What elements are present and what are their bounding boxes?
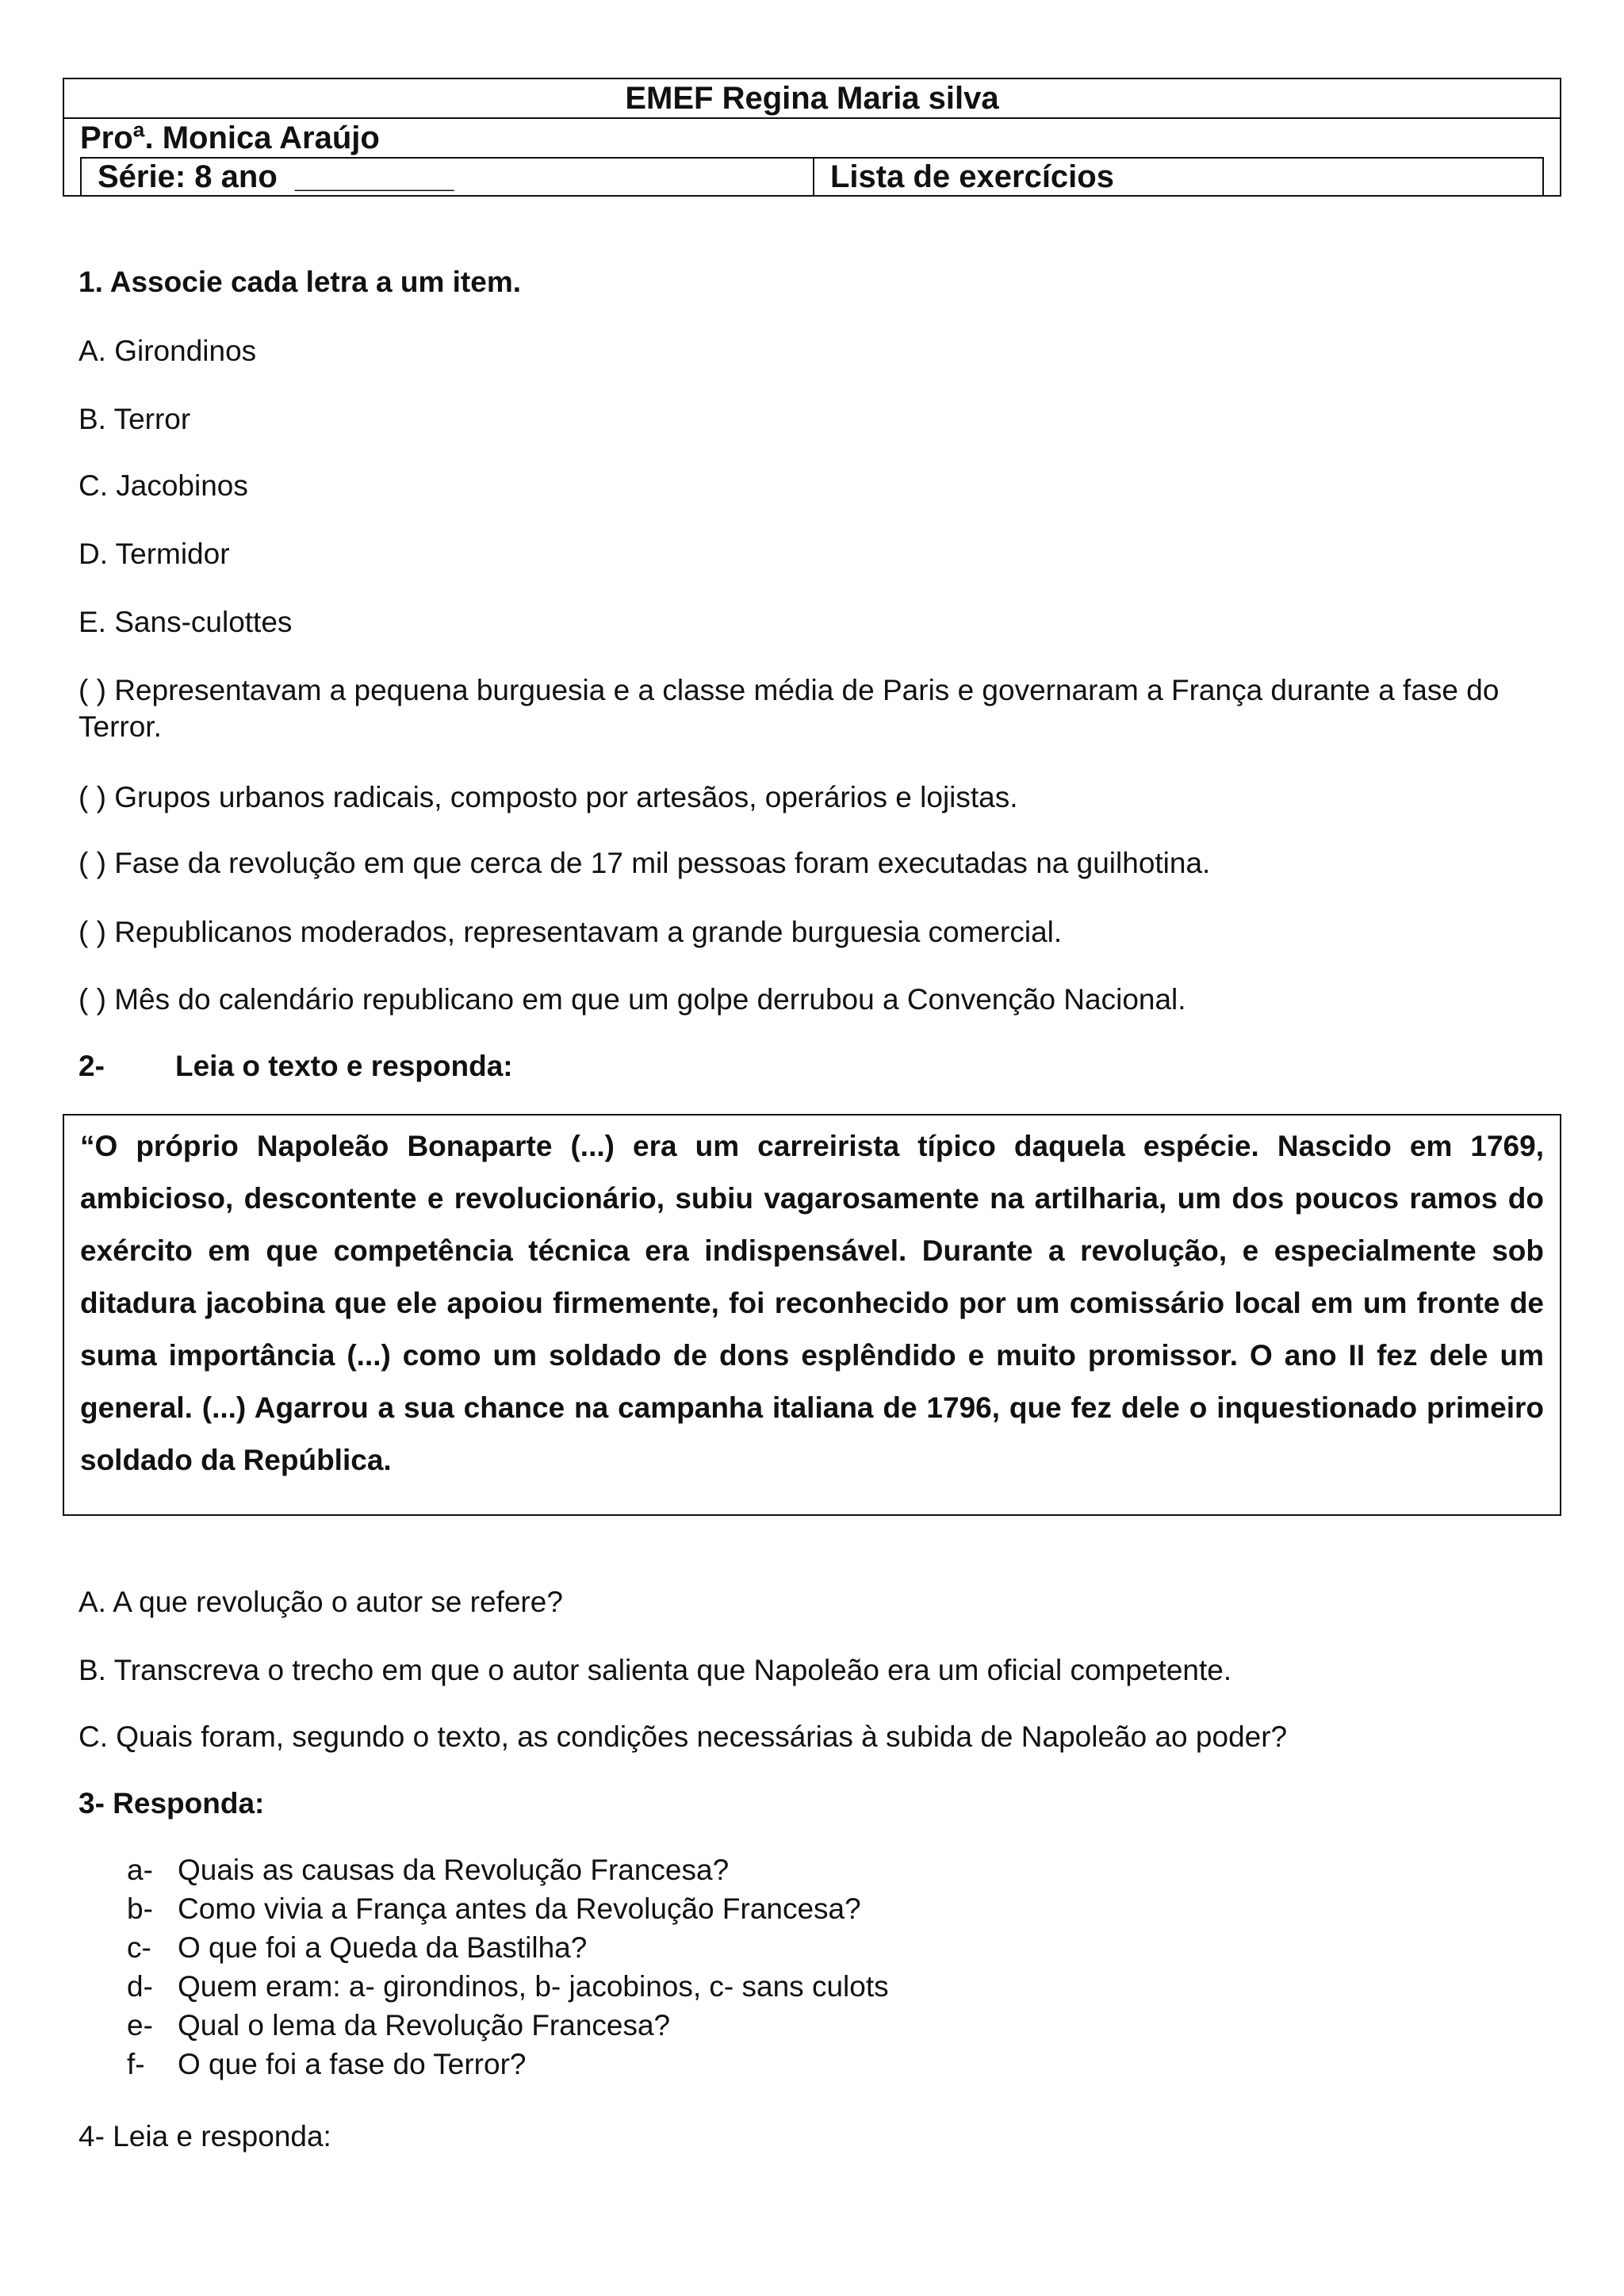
school-name: EMEF Regina Maria silva: [64, 79, 1560, 119]
quote-box: “O próprio Napoleão Bonaparte (...) era um carreirista típico daquela espécie. Nascido em 1769, ambicioso, descontente e revolucionário, subiu vagarosamente na artilharia, um dos poucos ramos do exército em que competência técnica era indispensável. Durante a revolução, e especialmente sob ditadura jacobina que ele apoiou firmemente, foi reconhecido por um comissário local em um fronte de suma importância (...) como um soldado de dons esplêndido e muito promissor. O ano II fez dele um general. (...) Agarrou a sua chance na campanha italiana de 1796, que fez dele o inquestionado primeiro soldado da República.: [63, 1114, 1561, 1516]
list-marker: a-: [127, 1854, 153, 1886]
q1-option-e: E. Sans-culottes: [79, 606, 293, 638]
list-marker: e-: [127, 2009, 153, 2042]
list-marker: b-: [127, 1892, 153, 1925]
q1-item-1: ( ) Representavam a pequena burguesia e a classe média de Paris e governaram a França durante a fase do Terror.: [79, 674, 1500, 743]
q2-question-b: B. Transcreva o trecho em que o autor salienta que Napoleão era um oficial competente.: [79, 1654, 1232, 1686]
q1-option-b: B. Terror: [79, 403, 191, 435]
list-marker: d-: [127, 1970, 153, 2003]
list-text: Qual o lema da Revolução Francesa?: [178, 2009, 671, 2042]
list-marker: c-: [127, 1931, 151, 1964]
list-text: Quais as causas da Revolução Francesa?: [178, 1854, 730, 1886]
list-item: [127, 1850, 889, 1889]
list-text: O que foi a fase do Terror?: [178, 2048, 527, 2080]
q1-title: 1. Associe cada letra a um item.: [79, 266, 521, 298]
q1-item-3: ( ) Fase da revolução em que cerca de 17 mil pessoas foram executadas na guilhotina.: [79, 847, 1211, 879]
q2-number: 2-: [79, 1050, 105, 1082]
list-text: O que foi a Queda da Bastilha?: [178, 1931, 588, 1964]
q1-option-a: A. Girondinos: [79, 335, 257, 367]
q1-option-d: D. Termidor: [79, 538, 230, 570]
q2-title: Leia o texto e responda:: [175, 1050, 513, 1082]
q2-question-c: C. Quais foram, segundo o texto, as condições necessárias à subida de Napoleão ao poder?: [79, 1720, 1288, 1753]
q1-item-5: ( ) Mês do calendário republicano em que um golpe derrubou a Convenção Nacional.: [79, 983, 1186, 1016]
grade-field: Série: 8 ano _________: [82, 159, 814, 195]
header-row-grade: [80, 157, 1544, 195]
q4-title: 4- Leia e responda:: [79, 2120, 331, 2152]
list-item: [127, 2006, 889, 2045]
q2-heading: [79, 1048, 513, 1085]
document-type: Lista de exercícios: [830, 159, 1114, 194]
list-item: [127, 1928, 889, 1967]
list-item: [127, 1967, 889, 2006]
q1-item-2: ( ) Grupos urbanos radicais, composto por artesãos, operários e lojistas.: [79, 781, 1018, 813]
q3-title: 3- Responda:: [79, 1787, 265, 1820]
list-text: Como vivia a França antes da Revolução Francesa?: [178, 1892, 861, 1925]
q1-item-4: ( ) Republicanos moderados, representavam a grande burguesia comercial.: [79, 916, 1063, 948]
list-marker: f-: [127, 2048, 145, 2080]
q1-option-c: C. Jacobinos: [79, 469, 248, 502]
list-item: [127, 2045, 889, 2084]
header-table: [63, 78, 1561, 197]
q2-question-a: A. A que revolução o autor se refere?: [79, 1586, 563, 1618]
list-item: [127, 1889, 889, 1928]
list-text: Quem eram: a- girondinos, b- jacobinos, c- sans culots: [178, 1970, 889, 2003]
teacher-name: Proª. Monica Araújo: [80, 121, 380, 155]
q3-list: [127, 1850, 889, 2084]
